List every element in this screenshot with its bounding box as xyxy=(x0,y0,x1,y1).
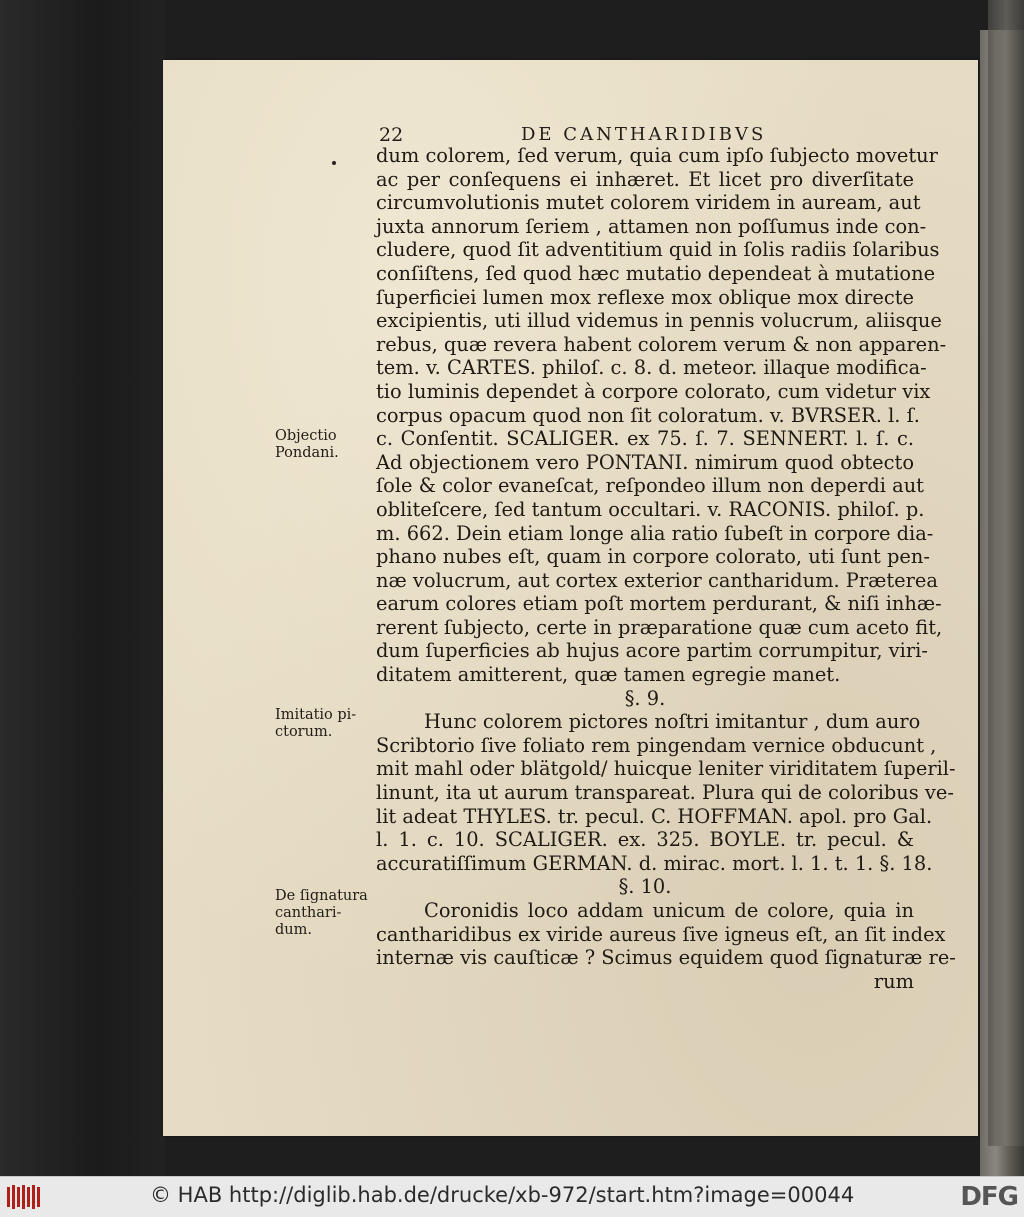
text-line: lit adeat THYLES. tr. pecul. C. HOFFMAN. apol. pro Gal. xyxy=(376,804,933,828)
text-line: ſuperficiei lumen mox reflexe mox oblique mox directe xyxy=(376,285,914,309)
text-line: internæ vis cauſticæ ? Scimus equidem quod ſignaturæ re- xyxy=(376,946,956,970)
text-line: juxta annorum ſeriem , attamen non poſſumus inde con- xyxy=(376,214,927,238)
catchword: rum xyxy=(873,969,914,993)
next-page-shadow xyxy=(988,0,1024,1146)
text-line: phano nubes eſt, quam in corpore colorato, uti ſunt pen- xyxy=(376,545,930,569)
text-line: earum colores etiam poſt mortem perdurant, & niſi inhæ- xyxy=(376,592,942,616)
text-line: circumvolutionis mutet colorem viridem in auream, aut xyxy=(376,191,921,215)
margin-note-imitatio: Imitatio pi- ctorum. xyxy=(275,707,357,740)
text-line: Scribtorio ſive foliato rem pingendam vernice obducunt , xyxy=(376,733,937,757)
text-line: accuratiſſimum GERMAN. d. mirac. mort. l. 1. t. 1. §. 18. xyxy=(376,851,933,875)
text-line: excipientis, uti illud videmus in pennis volucrum, aliisque xyxy=(376,309,942,333)
text-line: l. 1. c. 10. SCALIGER. ex. 325. BOYLE. tr. pecul. & xyxy=(376,828,914,852)
section-heading: §. 9. xyxy=(624,686,666,710)
book-binding-shadow xyxy=(0,0,165,1176)
body-text xyxy=(376,144,956,993)
text-line: dum colorem, ſed verum, quia cum ipſo ſubjecto movetur xyxy=(376,144,938,167)
text-line: Coronidis loco addam unicum de colore, quia in xyxy=(424,899,914,922)
text-line: tem. v. CARTES. philoſ. c. 8. d. meteor. illaque modifica- xyxy=(376,356,927,380)
section-heading: §. 10. xyxy=(618,875,672,899)
text-line: m. 662. Dein etiam longe alia ratio ſubeſt in corpore dia- xyxy=(376,521,934,545)
text-line: ſole & color evaneſcat, reſpondeo illum non deperdi aut xyxy=(376,474,924,498)
page-number: 22 xyxy=(379,124,404,146)
text-line: tio luminis dependet à corpore colorato, cum videtur vix xyxy=(376,379,931,403)
text-line: c. Conſentit. SCALIGER. ex 75. ſ. 7. SENNERT. l. ſ. c. xyxy=(376,427,914,451)
text-line: Ad objectionem vero PONTANI. nimirum quod obtecto xyxy=(376,450,914,474)
text-line: obliteſcere, ſed tantum occultari. v. RACONIS. philoſ. p. xyxy=(376,497,925,521)
hab-bars-icon xyxy=(6,1183,46,1211)
text-line: næ volucrum, aut cortex exterior cantharidum. Præterea xyxy=(376,568,938,592)
margin-note-signatura: De ſignatura canthari- dum. xyxy=(275,888,368,938)
text-line: Hunc colorem pictores noſtri imitantur , dum auro xyxy=(424,710,921,734)
text-line: cludere, quod ſit adventitium quid in ſolis radiis ſolaribus xyxy=(376,238,940,262)
text-line: rebus, quæ revera habent colorem verum & non apparen- xyxy=(376,332,947,356)
text-line: ditatem amitterent, quæ tamen egregie manet. xyxy=(376,663,841,687)
text-line: linunt, ita ut aurum transpareat. Plura qui de coloribus ve- xyxy=(376,781,954,805)
dfg-logo: DFG xyxy=(960,1182,1018,1212)
text-line: corpus opacum quod non ſit coloratum. v. BVRSER. l. ſ. xyxy=(376,403,920,427)
running-title: DE CANTHARIDIBVS xyxy=(521,124,767,145)
text-line: conſiſtens, ſed quod hæc mutatio dependeat à mutatione xyxy=(376,261,936,285)
copyright-link[interactable]: © HAB http://diglib.hab.de/drucke/xb-972/start.htm?image=00044 xyxy=(150,1183,855,1207)
margin-note-objectio: Objectio Pondani. xyxy=(275,428,339,461)
margin-dot xyxy=(332,161,336,165)
text-line: ac per conſequens ei inhæret. Et licet pro diverſitate xyxy=(376,167,914,191)
viewer-footer xyxy=(0,1176,1024,1217)
text-line: dum ſuperficies ab hujus acore partim corrumpitur, viri- xyxy=(376,639,928,663)
text-line: rerent ſubjecto, certe in præparatione quæ cum aceto fit, xyxy=(376,615,943,639)
text-line: cantharidibus ex viride aureus ſive igneus eſt, an ſit index xyxy=(376,922,946,946)
text-line: mit mahl oder blätgold/ huicque leniter viriditatem ſuperil- xyxy=(376,757,956,781)
